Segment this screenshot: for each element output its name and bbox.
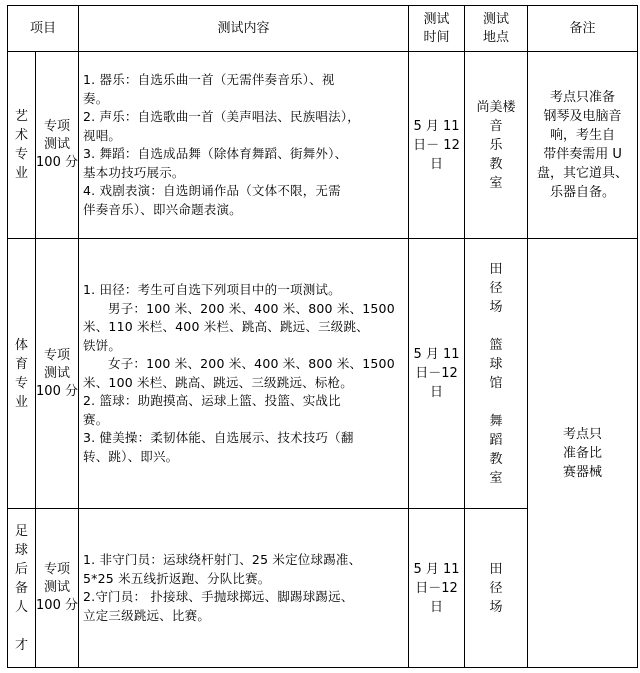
note-line: 乐器自备。 [550, 185, 616, 200]
note-line: 带伴奏需用 U [543, 147, 622, 162]
content-line: 3. 舞蹈：自选成品舞（除体育舞蹈、街舞外）、 [83, 146, 348, 161]
place-line: 径 [489, 280, 503, 296]
test-line: 100 分 [36, 155, 78, 170]
category-line: 业 [14, 166, 28, 181]
content-line: 2.守门员： 扑接球、手抛球掷远、脚踢球踢远、 [83, 589, 354, 604]
note-art [528, 52, 638, 239]
category-sports [8, 239, 36, 509]
place-art [465, 52, 528, 239]
time-line: 日－12 日 [415, 580, 458, 615]
test-type-football [36, 509, 79, 668]
place-line: 尚美楼 [476, 99, 516, 115]
header-note: 备注 [528, 6, 638, 52]
place-line: 室 [489, 470, 503, 486]
content-line: 立定三级跳远、比赛。 [83, 607, 211, 623]
place-line: 田 [489, 561, 503, 577]
note-line: 赛器械 [563, 464, 603, 480]
header-place-line1: 测试 [483, 11, 510, 27]
place-line: 馆 [489, 375, 503, 391]
category-line: 球 [14, 542, 28, 558]
header-content: 测试内容 [79, 6, 409, 52]
place-line: 篮 [489, 337, 503, 353]
time-line: 5 月 11 [413, 561, 460, 577]
header-row [8, 6, 638, 52]
content-line: 2. 声乐：自选歌曲一首（美声唱法、民族唱法）， [83, 109, 360, 124]
place-line: 乐 [489, 137, 503, 153]
content-line: 视唱。 [83, 127, 122, 143]
content-line: 1. 非守门员：运球绕杆射门、25 米定位球踢准、 [83, 552, 362, 567]
header-place-line2: 地点 [483, 29, 510, 45]
test-line: 专项 [44, 562, 71, 577]
place-sports [465, 239, 528, 509]
note-sports-football [528, 239, 638, 668]
header-time-line2: 时间 [423, 29, 450, 45]
content-line: 女子：100 米、200 米、400 米、800 米、1500 [108, 356, 395, 371]
time-line: 日－ 12 [413, 137, 460, 153]
place-line: 径 [489, 580, 503, 596]
content-line: 3. 健美操：柔韧体能、自选展示、技术技巧（翻 [83, 430, 354, 445]
time-line: 日 [430, 385, 444, 400]
note-line: 钢琴及电脑音 [543, 109, 622, 124]
category-gap [8, 617, 35, 636]
category-line: 艺 [14, 109, 28, 124]
content-line: 奏。 [83, 90, 109, 106]
test-line: 测试 [44, 137, 71, 152]
note-line: 盘，其它道具、 [537, 166, 629, 181]
note-line: 响，考生自 [550, 128, 616, 143]
content-line: 男子：100 米、200 米、400 米、800 米、1500 [108, 300, 395, 316]
category-line: 人 [14, 599, 28, 615]
content-line: 1. 器乐：自选乐曲一首（无需伴奏音乐）、视 [83, 72, 335, 87]
test-type-sports [36, 239, 79, 509]
test-line: 专项 [44, 119, 71, 134]
category-line: 专 [14, 375, 28, 391]
time-line: 5 月 11 [413, 347, 460, 362]
time-line: 日 [430, 156, 444, 172]
category-line: 术 [14, 128, 28, 143]
content-line: 赛。 [83, 411, 109, 427]
content-football [79, 509, 409, 668]
place-line: 舞 [489, 413, 503, 429]
note-line: 准备比 [563, 445, 603, 461]
test-line: 测试 [44, 580, 71, 595]
content-line: 4. 戏剧表演：自选朗诵作品（文体不限，无需 [83, 183, 341, 198]
content-line: 铁饼。 [83, 337, 122, 353]
time-sports [409, 239, 465, 509]
content-sports [79, 239, 409, 509]
content-line: 米、100 米栏、跳高、跳远、三级跳远、标枪。 [83, 374, 353, 390]
category-line: 专 [14, 147, 28, 162]
header-project: 项目 [8, 6, 79, 52]
category-art [8, 52, 36, 239]
place-line: 音 [489, 118, 503, 134]
category-line: 育 [14, 356, 28, 372]
category-line: 足 [14, 523, 28, 539]
time-art [409, 52, 465, 239]
category-line: 后 [14, 561, 28, 577]
place-gap [471, 393, 521, 412]
category-line: 备 [14, 580, 28, 596]
time-football [409, 509, 465, 668]
table-row-art [8, 52, 638, 239]
content-line: 2. 篮球：助跑摸高、运球上篮、投篮、实战比 [83, 393, 341, 408]
place-line: 室 [489, 175, 503, 191]
content-line: 1. 田径：考生可自选下列项目中的一项测试。 [83, 282, 341, 297]
content-art [79, 52, 409, 239]
test-line: 100 分 [36, 598, 78, 613]
place-line: 教 [489, 451, 503, 467]
header-time-line1: 测试 [423, 11, 450, 27]
table-row-sports [8, 239, 638, 509]
place-line: 田 [489, 261, 503, 277]
test-line: 100 分 [36, 383, 78, 399]
place-gap [471, 317, 521, 336]
place-line: 球 [489, 356, 503, 372]
place-line: 蹈 [489, 432, 503, 448]
header-place [465, 6, 528, 52]
content-line: 基本功技巧展示。 [83, 164, 185, 180]
test-line: 专项 [44, 347, 71, 363]
note-line: 考点只准备 [550, 90, 616, 105]
place-football [465, 509, 528, 668]
category-football [8, 509, 36, 668]
time-line: 日－12 [415, 366, 458, 381]
time-line: 5 月 11 [413, 118, 460, 134]
category-line: 才 [14, 637, 28, 653]
place-line: 教 [489, 156, 503, 172]
note-line: 考点只 [563, 426, 603, 442]
place-line: 场 [489, 299, 503, 315]
test-line: 测试 [44, 365, 71, 381]
test-type-art [36, 52, 79, 239]
category-line: 业 [14, 394, 28, 410]
content-line: 5*25 米五线折返跑、分队比赛。 [83, 570, 271, 586]
content-line: 转、跳）、即兴。 [83, 448, 179, 464]
exam-schedule-table [7, 5, 638, 668]
header-time [409, 6, 465, 52]
place-line: 场 [489, 599, 503, 615]
category-line: 体 [14, 337, 28, 353]
content-line: 伴奏音乐）、即兴命题表演。 [83, 201, 242, 217]
content-line: 米、110 米栏、400 米栏、跳高、跳远、三级跳、 [83, 319, 369, 334]
